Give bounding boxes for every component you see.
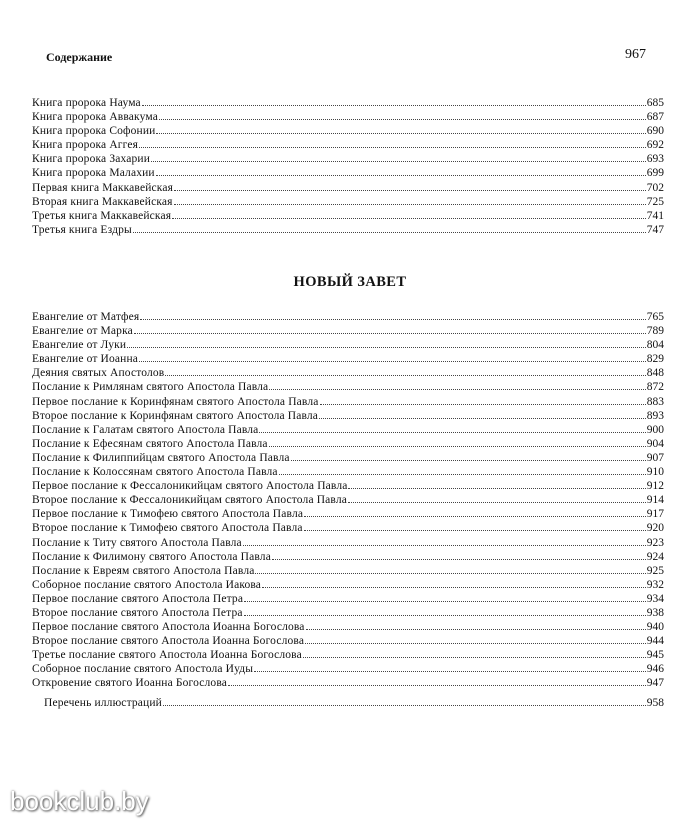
- toc-entry[interactable]: [32, 324, 664, 338]
- toc-entry-illustrations[interactable]: [32, 696, 664, 710]
- toc-entry[interactable]: [32, 380, 664, 394]
- toc-entry-title: Второе послание к Фессалоникийцам святого Апостола Павла: [32, 494, 348, 507]
- toc-entry-title: Послание к Ефесянам святого Апостола Павла: [32, 437, 268, 450]
- toc-entry[interactable]: [32, 209, 664, 223]
- toc-entry-title: Деяния святых Апостолов: [32, 367, 165, 380]
- toc-entry-title: Послание к Евреям святого Апостола Павла: [32, 564, 255, 577]
- toc-entry-page: 900: [646, 423, 664, 436]
- page-header: [46, 47, 646, 68]
- toc-entry-title: Евангелие от Марка: [32, 325, 133, 338]
- toc-entry[interactable]: [32, 437, 664, 451]
- toc-leader-dots: [159, 119, 646, 120]
- toc-leader-dots: [244, 601, 646, 602]
- toc-entry-page: 702: [646, 181, 664, 194]
- toc-entry-title: Первое послание святого Апостола Иоанна Богослова: [32, 621, 305, 634]
- toc-entry[interactable]: [32, 507, 664, 521]
- toc-leader-dots: [254, 671, 646, 672]
- toc-entry[interactable]: [32, 395, 664, 409]
- toc-leader-dots: [165, 375, 645, 376]
- toc-entry-page: 687: [646, 111, 664, 124]
- toc-leader-dots: [244, 615, 646, 616]
- toc-entry[interactable]: [32, 662, 664, 676]
- toc-entry-page: 872: [646, 381, 664, 394]
- toc-leader-dots: [320, 404, 646, 405]
- toc-entry-title: Второе послание к Коринфянам святого Апостола Павла: [32, 409, 319, 422]
- toc-entry[interactable]: [32, 166, 664, 180]
- toc-leader-dots: [304, 516, 646, 517]
- toc-entry-page: 693: [646, 153, 664, 166]
- toc-leader-dots: [243, 545, 646, 546]
- new-testament-heading: НОВЫЙ ЗАВЕТ: [293, 274, 407, 290]
- toc-entry-title: Послание к Титу святого Апостола Павла: [32, 536, 242, 549]
- toc-entry-page: 789: [646, 325, 664, 338]
- toc-entry-page: 725: [646, 195, 664, 208]
- old-testament-toc: [32, 96, 664, 237]
- toc-entry-page: 883: [646, 395, 664, 408]
- toc-entry[interactable]: [32, 578, 664, 592]
- toc-entry-page: 917: [646, 508, 664, 521]
- toc-entry-page: 938: [646, 606, 664, 619]
- toc-leader-dots: [259, 432, 645, 433]
- toc-entry-title: Третье послание святого Апостола Иоанна Богослова: [32, 649, 302, 662]
- toc-entry-page: 893: [646, 409, 664, 422]
- toc-entry-page: 914: [646, 494, 664, 507]
- toc-entry[interactable]: [32, 550, 664, 564]
- toc-entry-title: Первое послание святого Апостола Петра: [32, 592, 244, 605]
- toc-entry-page: 741: [646, 209, 664, 222]
- toc-entry[interactable]: [32, 536, 664, 550]
- toc-entry[interactable]: [32, 479, 664, 493]
- toc-leader-dots: [306, 629, 646, 630]
- toc-entry-page: 690: [646, 125, 664, 138]
- toc-entry-page: 747: [646, 223, 664, 236]
- toc-leader-dots: [163, 705, 646, 706]
- toc-entry-page: 699: [646, 167, 664, 180]
- watermark-logo: bookclub.by: [10, 786, 149, 816]
- toc-entry-page: 946: [646, 663, 664, 676]
- toc-entry-title: Послание к Колоссянам святого Апостола Павла: [32, 466, 278, 479]
- toc-entry[interactable]: [32, 223, 664, 237]
- toc-entry[interactable]: [32, 338, 664, 352]
- toc-entry-page: 934: [646, 592, 664, 605]
- toc-leader-dots: [303, 657, 646, 658]
- toc-leader-dots: [156, 133, 645, 134]
- toc-entry-page: 904: [646, 437, 664, 450]
- toc-leader-dots: [151, 161, 646, 162]
- toc-entry[interactable]: [32, 152, 664, 166]
- toc-entry-title: Книга пророка Наума: [32, 97, 141, 109]
- toc-entry-page: 920: [646, 522, 664, 535]
- page-title: Содержание: [46, 50, 113, 64]
- toc-entry-page: 692: [646, 139, 664, 152]
- toc-entry-title: Книга пророка Малахии: [32, 167, 155, 180]
- toc-leader-dots: [174, 190, 646, 191]
- illustrations-toc: [32, 696, 664, 710]
- toc-entry[interactable]: [32, 521, 664, 535]
- toc-entry-title: Первое послание к Фессалоникийцам святого Апостола Павла: [32, 480, 348, 493]
- toc-leader-dots: [139, 147, 646, 148]
- toc-entry-page: 765: [646, 311, 664, 323]
- toc-entry-title: Первое послание к Коринфянам святого Апостола Павла: [32, 395, 319, 408]
- toc-entry[interactable]: [32, 676, 664, 690]
- toc-entry-title: Перечень иллюстраций: [44, 697, 162, 709]
- toc-entry[interactable]: [32, 592, 664, 606]
- toc-entry-title: Третья книга Маккавейская: [32, 209, 172, 222]
- toc-entry-page: 804: [646, 339, 664, 352]
- toc-entry-title: Второе послание святого Апостола Иоанна Богослова: [32, 635, 305, 648]
- toc-leader-dots: [139, 361, 646, 362]
- toc-entry[interactable]: [32, 138, 664, 152]
- toc-leader-dots: [269, 389, 645, 390]
- toc-entry[interactable]: [32, 493, 664, 507]
- toc-entry-page: 944: [646, 635, 664, 648]
- toc-entry-title: Евангелие от Иоанна: [32, 353, 139, 366]
- toc-entry-page: 932: [646, 578, 664, 591]
- toc-leader-dots: [304, 530, 646, 531]
- toc-entry-title: Второе послание к Тимофею святого Апостола Павла: [32, 522, 303, 535]
- toc-entry-title: Первое послание к Тимофею святого Апостола Павла: [32, 508, 304, 521]
- toc-entry[interactable]: [32, 96, 664, 110]
- toc-entry-page: 848: [646, 367, 664, 380]
- toc-entry[interactable]: [32, 195, 664, 209]
- toc-leader-dots: [305, 643, 646, 644]
- toc-leader-dots: [134, 333, 646, 334]
- toc-leader-dots: [291, 460, 646, 461]
- toc-entry-title: Евангелие от Матфея: [32, 311, 140, 323]
- toc-entry[interactable]: [32, 648, 664, 662]
- toc-entry-title: Послание к Галатам святого Апостола Павла: [32, 423, 259, 436]
- toc-entry-title: Книга пророка Аввакума: [32, 111, 158, 124]
- toc-entry-title: Третья книга Ездры: [32, 223, 132, 236]
- toc-entry[interactable]: [32, 606, 664, 620]
- toc-leader-dots: [127, 347, 646, 348]
- toc-entry-page: 907: [646, 451, 664, 464]
- toc-leader-dots: [262, 587, 646, 588]
- toc-entry-title: Книга пророка Софонии: [32, 125, 156, 138]
- toc-entry[interactable]: [32, 451, 664, 465]
- toc-entry[interactable]: [32, 352, 664, 366]
- toc-entry[interactable]: [32, 564, 664, 578]
- toc-entry[interactable]: [32, 620, 664, 634]
- toc-leader-dots: [133, 232, 646, 233]
- toc-entry-title: Соборное послание святого Апостола Иакова: [32, 578, 262, 591]
- toc-entry[interactable]: [32, 124, 664, 138]
- toc-leader-dots: [156, 175, 646, 176]
- toc-entry-title: Книга пророка Захарии: [32, 153, 150, 166]
- toc-entry[interactable]: [32, 366, 664, 380]
- new-testament-toc: [32, 310, 664, 691]
- toc-entry[interactable]: [32, 423, 664, 437]
- toc-entry-page: 945: [646, 649, 664, 662]
- toc-leader-dots: [142, 105, 646, 106]
- toc-entry-title: Евангелие от Луки: [32, 339, 127, 352]
- toc-leader-dots: [348, 488, 645, 489]
- toc-leader-dots: [174, 204, 646, 205]
- toc-entry[interactable]: [32, 181, 664, 195]
- toc-entry-page: 924: [646, 550, 664, 563]
- toc-entry-page: 940: [646, 621, 664, 634]
- toc-leader-dots: [319, 418, 646, 419]
- toc-entry-title: Вторая книга Маккавейская: [32, 195, 173, 208]
- toc-entry-title: Послание к Филимону святого Апостола Павла: [32, 550, 271, 563]
- toc-leader-dots: [272, 559, 646, 560]
- toc-leader-dots: [269, 446, 646, 447]
- toc-entry-title: Книга пророка Аггея: [32, 139, 139, 152]
- toc-entry-page: 685: [646, 97, 664, 109]
- toc-entry-page: 947: [646, 677, 664, 690]
- toc-entry-page: 925: [646, 564, 664, 577]
- toc-leader-dots: [228, 685, 646, 686]
- toc-leader-dots: [140, 319, 645, 320]
- toc-entry-title: Откровение святого Иоанна Богослова: [32, 677, 228, 690]
- toc-leader-dots: [172, 218, 646, 219]
- page-number: 967: [625, 47, 646, 62]
- toc-leader-dots: [279, 474, 646, 475]
- toc-entry-title: Послание к Филиппийцам святого Апостола Павла: [32, 451, 290, 464]
- toc-entry-page: 829: [646, 353, 664, 366]
- toc-entry-page: 958: [646, 697, 664, 709]
- toc-leader-dots: [255, 573, 645, 574]
- toc-entry-page: 912: [646, 480, 664, 493]
- toc-entry-title: Первая книга Маккавейская: [32, 181, 174, 194]
- toc-entry-title: Соборное послание святого Апостола Иуды: [32, 663, 254, 676]
- toc-entry[interactable]: [32, 310, 664, 324]
- toc-entry[interactable]: [32, 634, 664, 648]
- toc-entry[interactable]: [32, 110, 664, 124]
- toc-entry-page: 910: [646, 466, 664, 479]
- toc-entry-title: Послание к Римлянам святого Апостола Павла: [32, 381, 269, 394]
- toc-entry-title: Второе послание святого Апостола Петра: [32, 606, 243, 619]
- toc-entry-page: 923: [646, 536, 664, 549]
- toc-entry[interactable]: [32, 465, 664, 479]
- toc-leader-dots: [348, 502, 646, 503]
- toc-entry[interactable]: [32, 409, 664, 423]
